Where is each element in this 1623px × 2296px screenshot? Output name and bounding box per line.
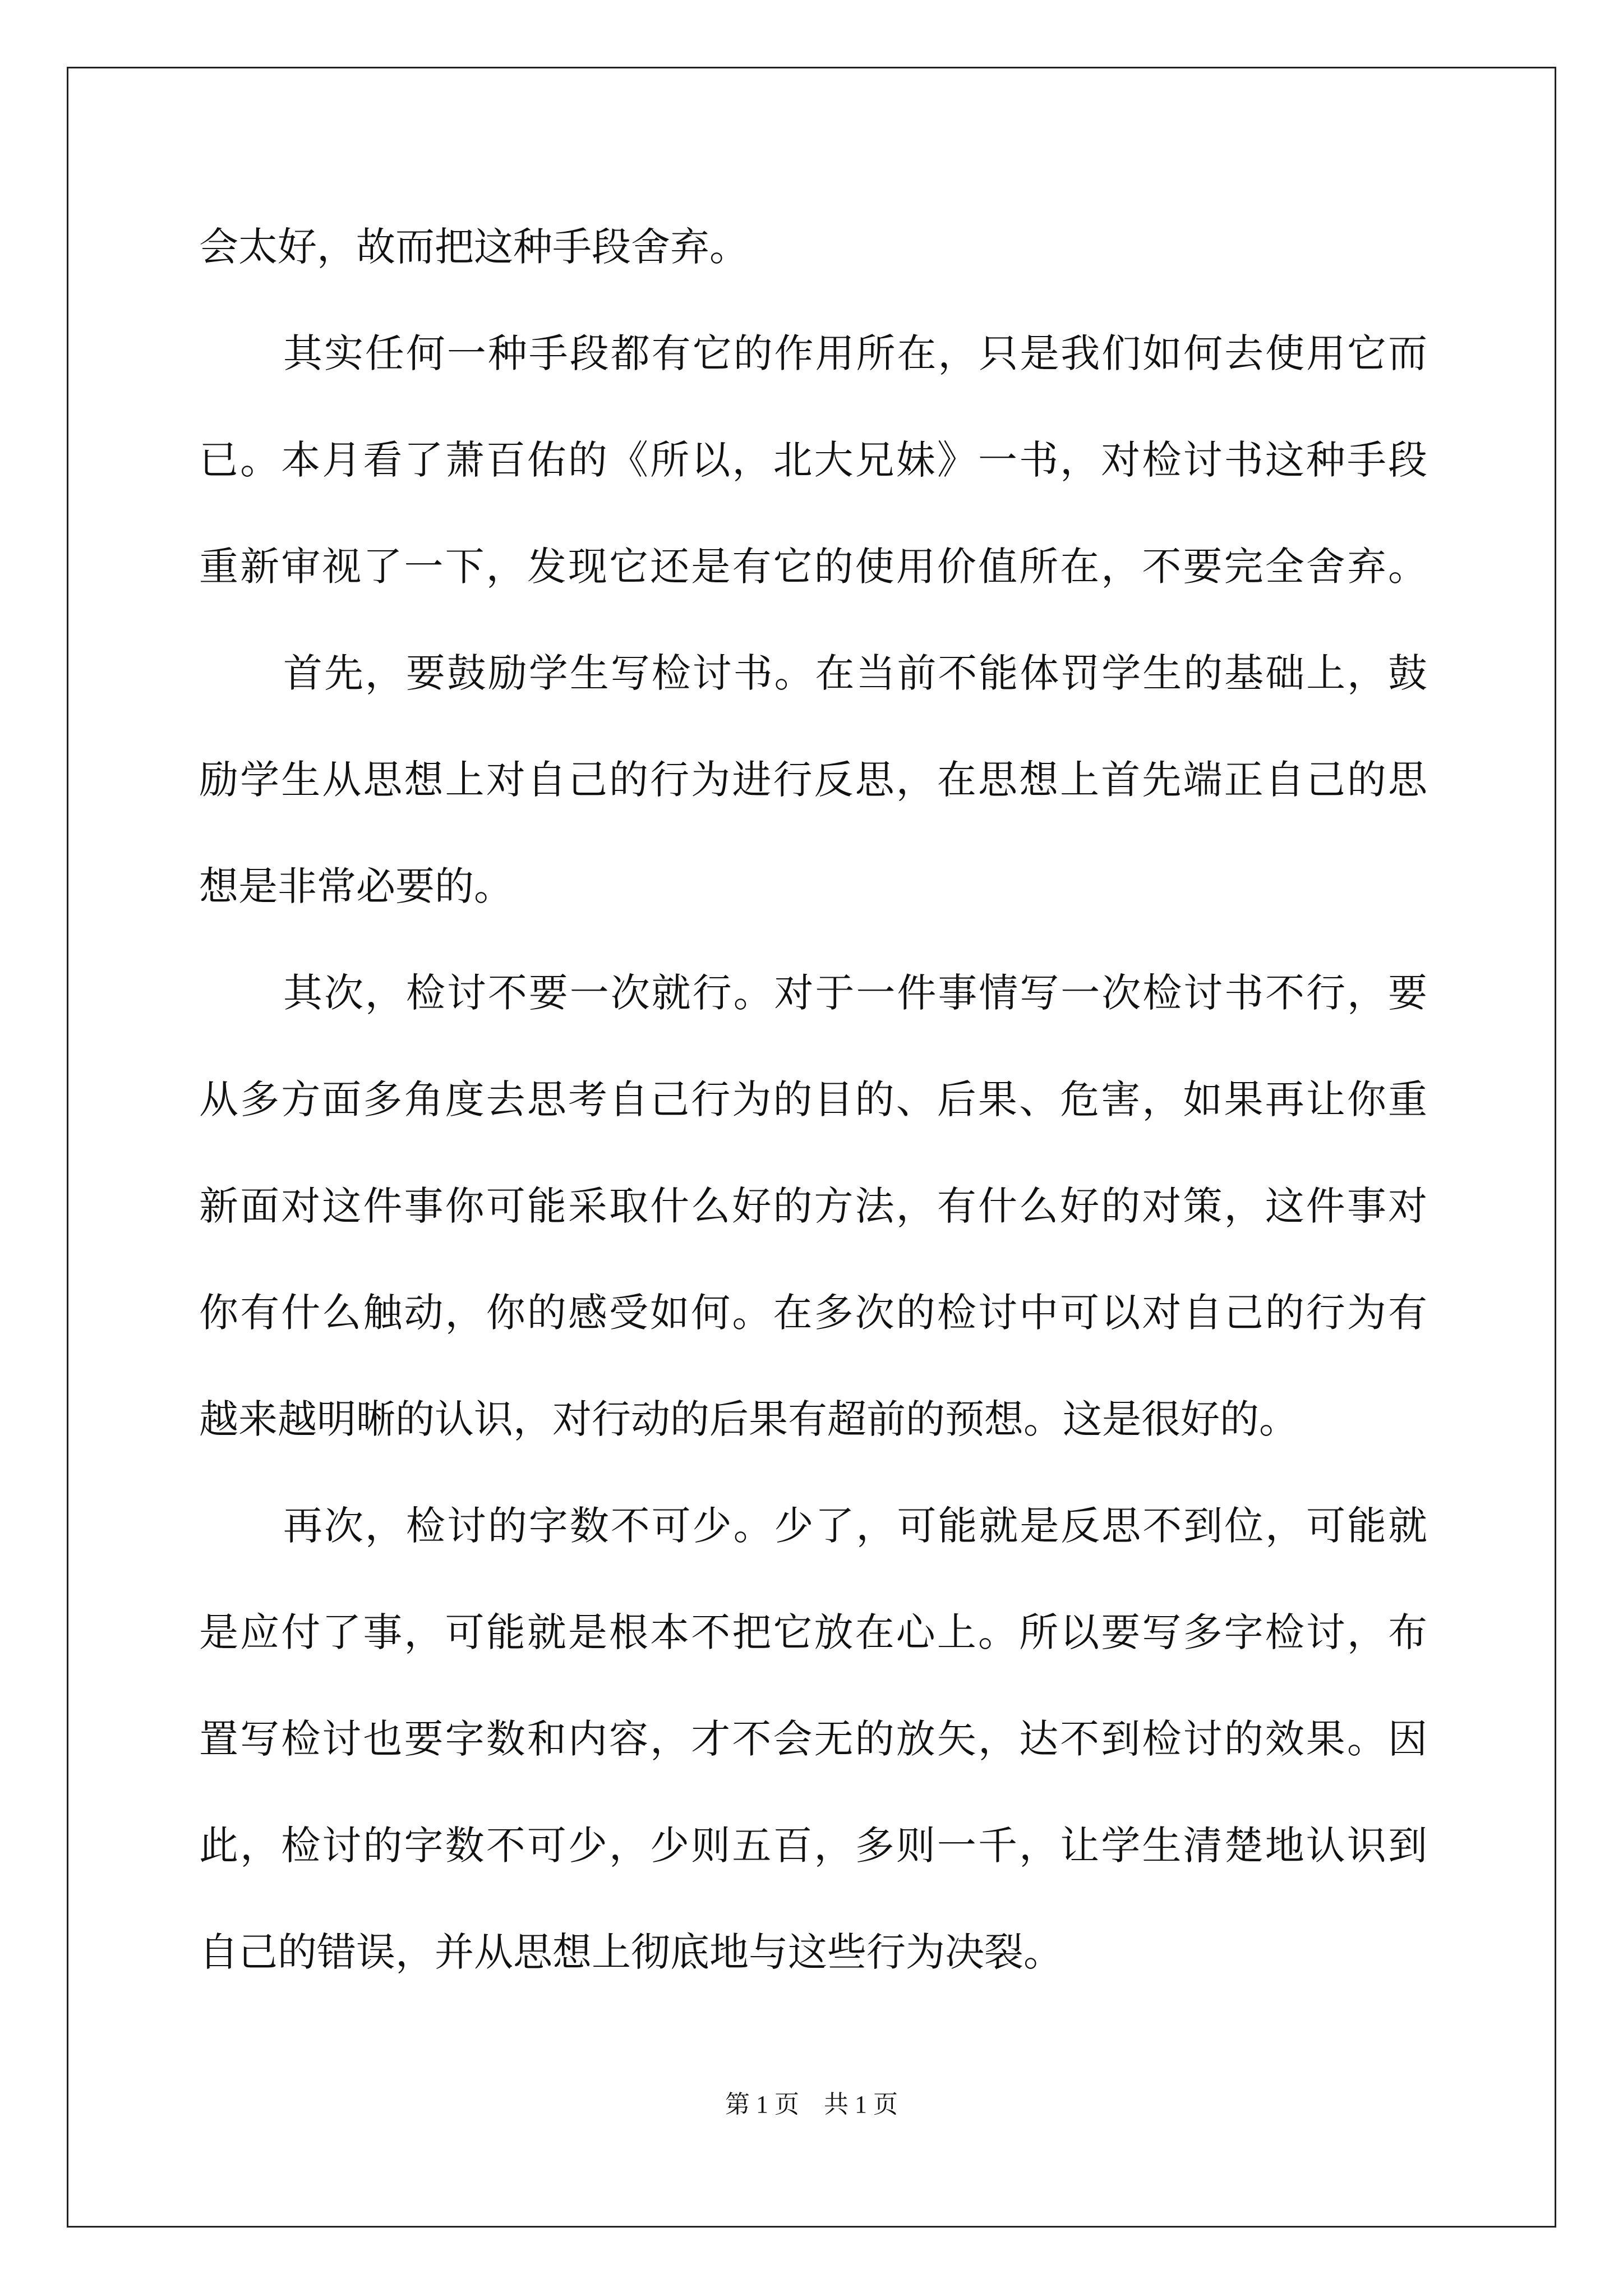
paragraph-line: 励学生从思想上对自己的行为进行反思，在思想上首先端正自己的思 bbox=[199, 757, 1427, 803]
page-footer: 第 1 页 共 1 页 bbox=[725, 2091, 898, 2118]
paragraph-first-line: 首先，要鼓励学生写检讨书。在当前不能体罚学生的基础上，鼓 bbox=[283, 650, 1427, 696]
page-border bbox=[67, 67, 1556, 2228]
paragraph-first-line: 其次，检讨不要一次就行。对于一件事情写一次检讨书不行，要 bbox=[283, 970, 1427, 1016]
paragraph-line: 你有什么触动，你的感受如何。在多次的检讨中可以对自己的行为有 bbox=[199, 1290, 1427, 1336]
paragraph-line: 新面对这件事你可能采取什么好的方法，有什么好的对策，这件事对 bbox=[199, 1183, 1427, 1229]
paragraph-line: 从多方面多角度去思考自己行为的目的、后果、危害，如果再让你重 bbox=[199, 1076, 1427, 1122]
paragraph-first-line: 其实任何一种手段都有它的作用所在，只是我们如何去使用它而 bbox=[283, 330, 1427, 376]
paragraph-line: 会太好，故而把这种手段舍弃。 bbox=[199, 224, 749, 270]
paragraph-line: 置写检讨也要字数和内容，才不会无的放矢，达不到检讨的效果。因 bbox=[199, 1716, 1427, 1762]
paragraph-line: 是应付了事，可能就是根本不把它放在心上。所以要写多字检讨，布 bbox=[199, 1609, 1427, 1655]
paragraph-line: 已。本月看了萧百佑的《所以，北大兄妹》一书，对检讨书这种手段 bbox=[199, 437, 1427, 483]
paragraph-line: 自己的错误，并从思想上彻底地与这些行为决裂。 bbox=[199, 1929, 1063, 1975]
paragraph-line: 重新审视了一下，发现它还是有它的使用价值所在，不要完全舍弃。 bbox=[199, 544, 1427, 590]
paragraph-first-line: 再次，检讨的字数不可少。少了，可能就是反思不到位，可能就 bbox=[283, 1503, 1427, 1549]
paragraph-line: 想是非常必要的。 bbox=[199, 863, 513, 909]
paragraph-line: 越来越明晰的认识，对行动的后果有超前的预想。这是很好的。 bbox=[199, 1396, 1298, 1442]
paragraph-line: 此，检讨的字数不可少，少则五百，多则一千，让学生清楚地认识到 bbox=[199, 1823, 1427, 1869]
